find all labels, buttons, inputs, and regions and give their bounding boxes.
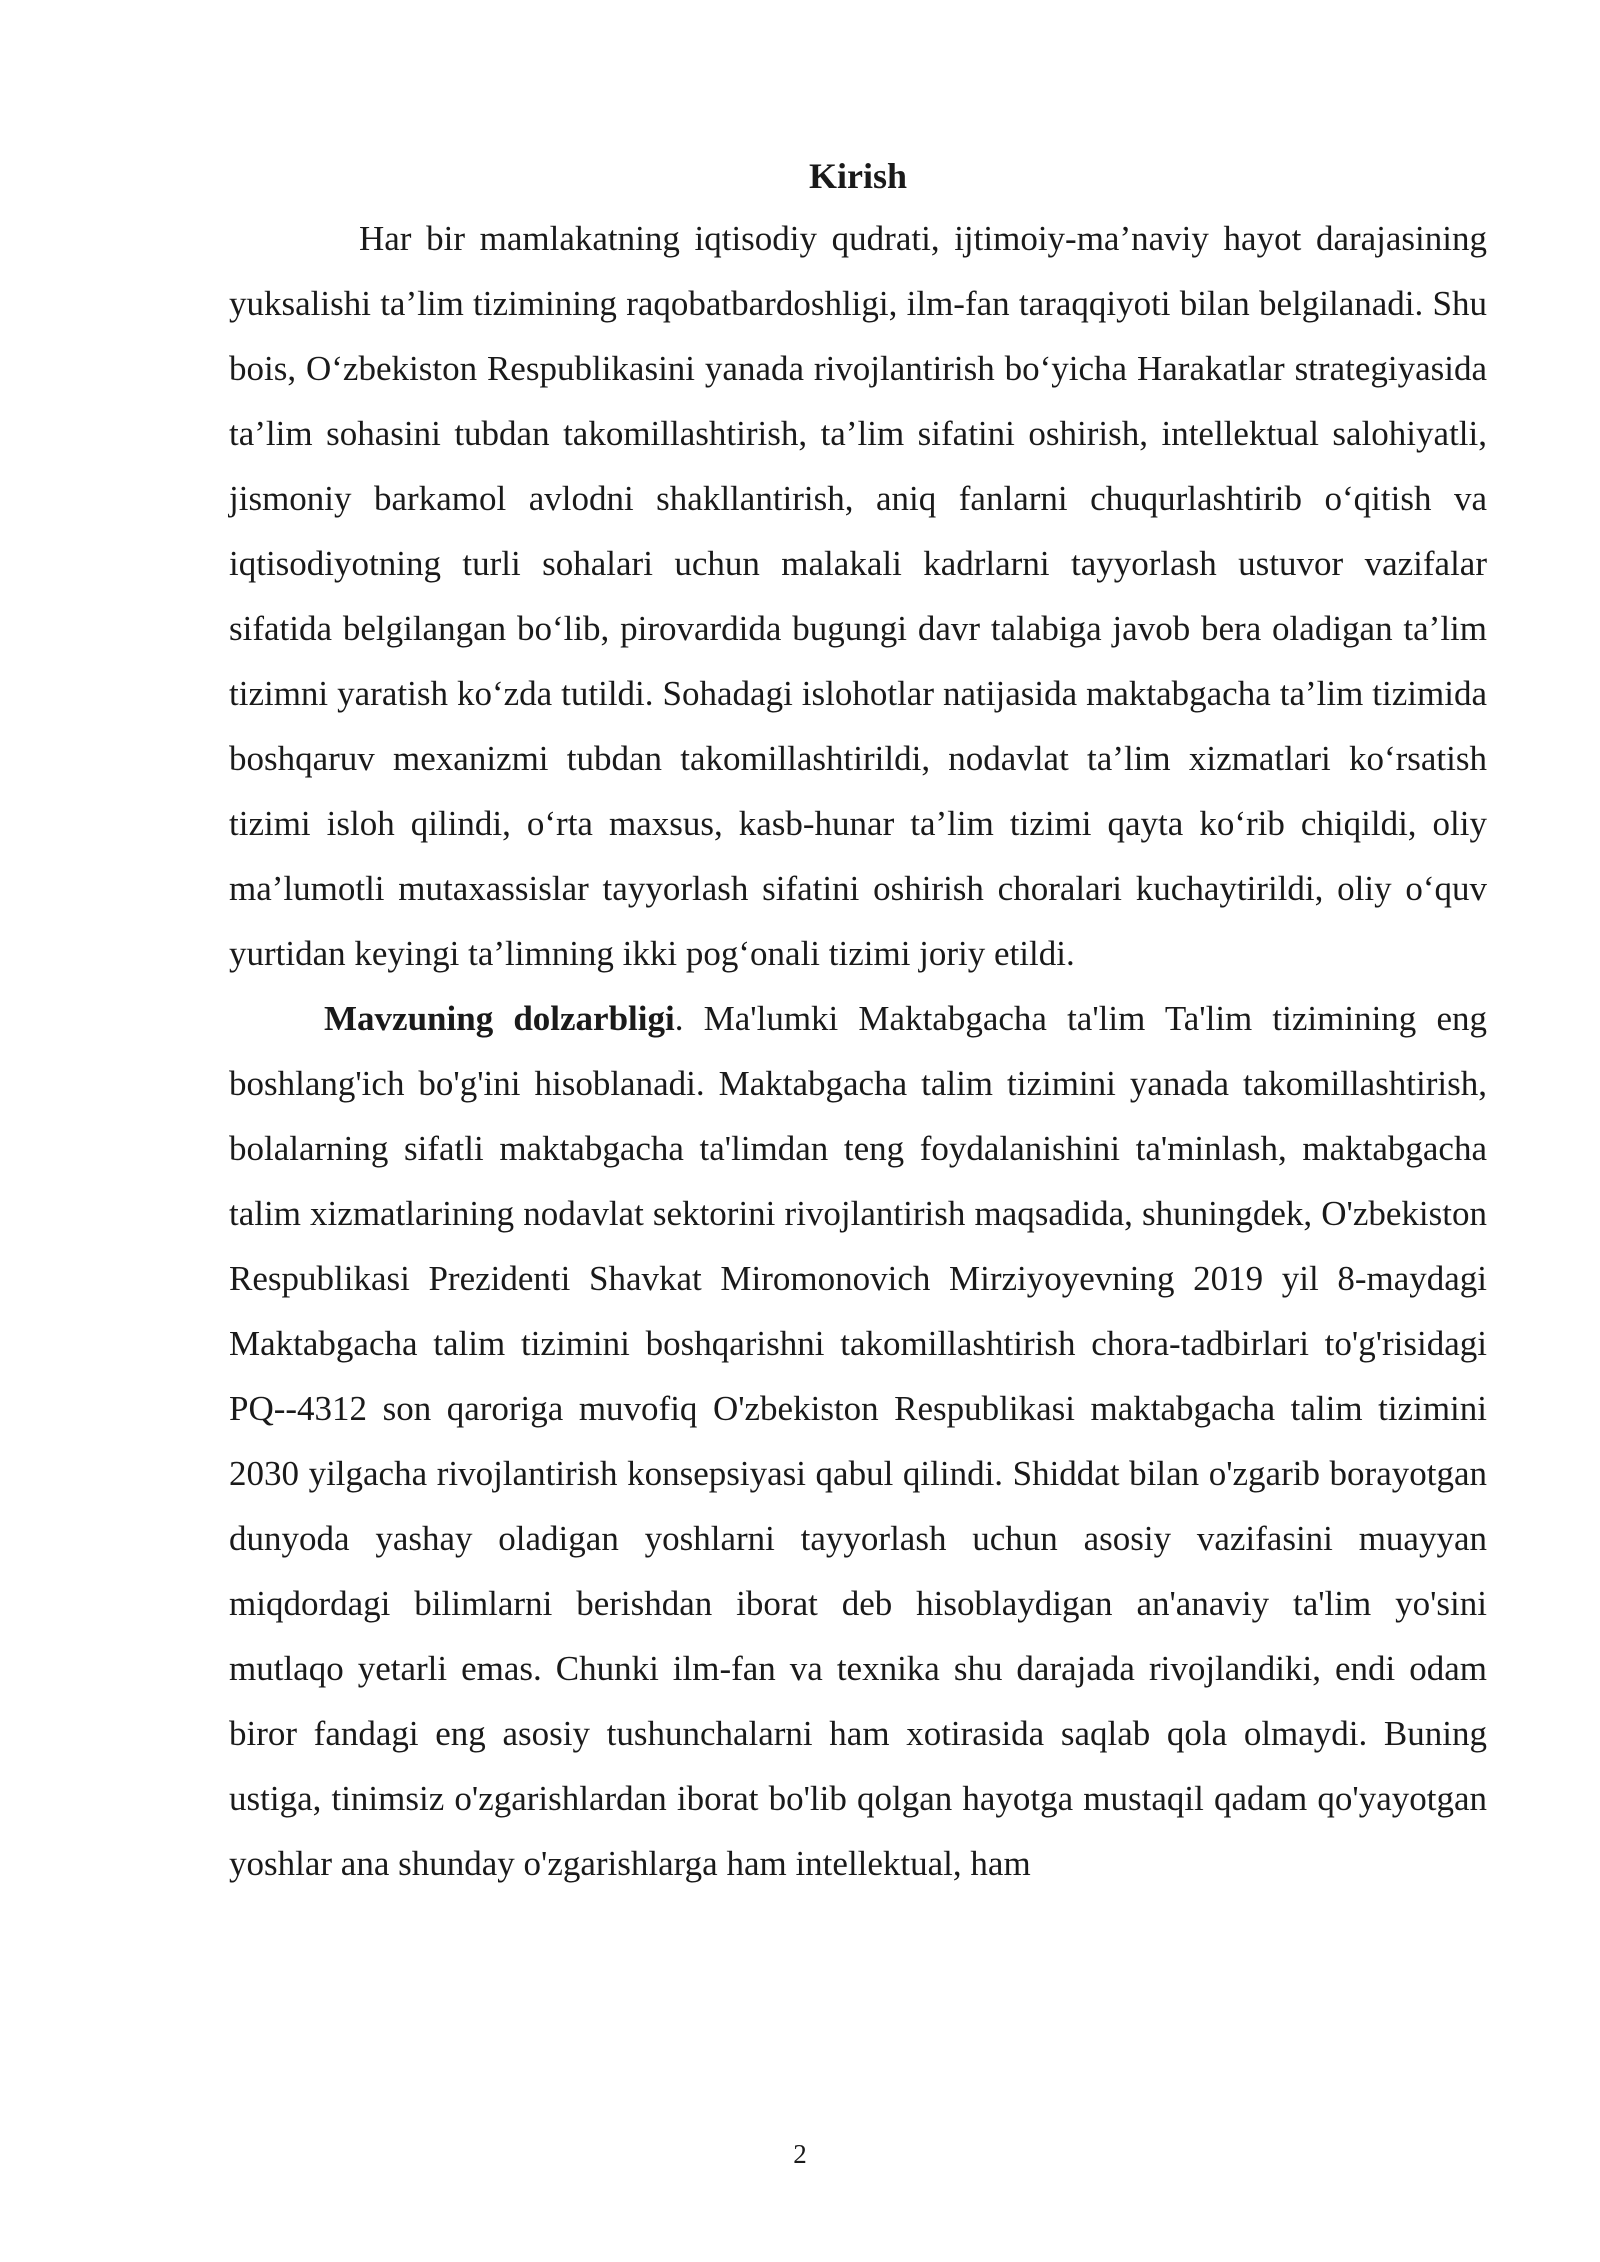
intro-paragraph: Har bir mamlakatning iqtisodiy qudrati, ijtimoiy-ma’naviy hayot darajasining yuksalishi ta’lim tizimining raqobatbardoshligi, ilm-fan taraqqiyoti bilan belgilanadi. Shu bois, O‘zbekiston Respublikasini yanada rivojlantirish bo‘yicha Harakatlar strategiyasida ta’lim sohasini tubdan takomillashtirish, ta’lim sifatini oshirish, intellektual salohiyatli, jismoniy barkamol avlodni shakllantirish, aniq fanlarni chuqurlashtirib o‘qitish va iqtisodiyotning turli sohalari uchun malakali kadrlarni tayyorlash ustuvor vazifalar sifatida belgilangan bo‘lib, pirovardida bugungi davr talabiga javob bera oladigan ta’lim tizimni yaratish ko‘zda tutildi. Sohadagi islohotlar natijasida maktabgacha ta’lim tizimida boshqaruv mexanizmi tubdan takomillashtirildi, nodavlat ta’lim xizmatlari ko‘rsatish tizimi isloh qilindi, o‘rta maxsus, kasb-hunar ta’lim tizimi qayta ko‘rib chiqildi, oliy ma’lumotli mutaxassislar tayyorlash sifatini oshirish choralari kuchaytirildi, oliy o‘quv yurtidan keyingi ta’limning ikki pog‘onali tizimi joriy etildi. — [229, 219, 1487, 973]
page-number: 2 — [793, 2139, 807, 2169]
section-title: Kirish — [808, 156, 907, 196]
relevance-heading: Mavzuning dolzarbligi — [324, 999, 675, 1038]
page-content — [229, 146, 1487, 1896]
relevance-paragraph — [229, 986, 1487, 1896]
relevance-text: . Ma'lumki Maktabgacha ta'lim Ta'lim tizimining eng boshlang'ich bo'g'ini hisoblanadi. Maktabgacha talim tizimini yanada takomillashtirish, bolalarning sifatli maktabgacha ta'limdan teng foydalanishini ta'minlash, maktabgacha talim xizmatlarining nodavlat sektorini rivojlantirish maqsadida, shuningdek, O'zbekiston Respublikasi Prezidenti Shavkat Miromonovich Mirziyoyevning 2019 yil 8-maydagi Maktabgacha talim tizimini boshqarishni takomillashtirish chora-tadbirlari to'g'risidagi PQ--4312 son qaroriga muvofiq O'zbekiston Respublikasi maktabgacha talim tizimini 2030 yilgacha rivojlantirish konsepsiyasi qabul qilindi. Shiddat bilan o'zgarib borayotgan dunyoda yashay oladigan yoshlarni tayyorlash uchun asosiy vazifasini muayyan miqdordagi bilimlarni berishdan iborat deb hisoblaydigan an'anaviy ta'lim yo'sini mutlaqo yetarli emas. Chunki ilm-fan va texnika shu darajada rivojlandiki, endi odam biror fandagi eng asosiy tushunchalarni ham xotirasida saqlab qola olmaydi. Buning ustiga, tinimsiz o'zgarishlardan iborat bo'lib qolgan hayotga mustaqil qadam qo'yayotgan yoshlar ana shunday o'zgarishlarga ham intellektual, ham — [229, 999, 1487, 1883]
